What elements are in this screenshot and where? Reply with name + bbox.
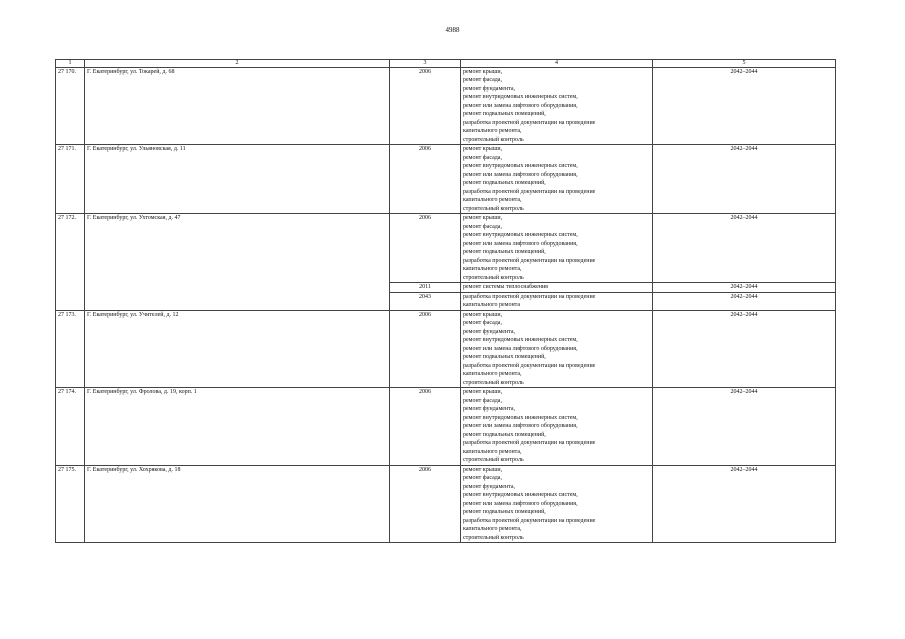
work-item: капитального ремонта,	[463, 197, 522, 203]
work-item: ремонт или замена лифтового оборудования,	[463, 423, 578, 429]
works-cell	[461, 283, 653, 293]
work-item: ремонт фасада,	[463, 475, 502, 481]
year-cell: 2006	[390, 388, 461, 466]
header-cell-4: 4	[461, 60, 653, 68]
row-number: 27 175.	[56, 465, 85, 543]
year-cell: 2006	[390, 310, 461, 388]
work-item: ремонт или замена лифтового оборудования,	[463, 500, 578, 507]
table-row	[56, 310, 836, 388]
row-number: 27 170.	[56, 67, 85, 145]
work-item: ремонт внутридомовых инженерных систем,	[463, 94, 578, 100]
period-cell: 2042–2044	[653, 388, 836, 466]
address-cell: Г. Екатеринбург, ул. Токарей, д. 68	[85, 67, 390, 145]
work-item: строительный контроль	[463, 457, 524, 463]
year-cell: 2006	[390, 214, 461, 283]
work-item: ремонт крыши,	[463, 68, 503, 75]
year-cell: 2043	[390, 292, 461, 310]
work-item: ремонт фасада,	[463, 77, 502, 83]
work-item: разработка проектной документации на проведение	[463, 517, 596, 524]
work-item: ремонт подвальных помещений,	[463, 180, 546, 186]
address-cell: Г. Екатеринбург, ул. Ухтомская, д. 47	[85, 214, 390, 311]
work-item: ремонт или замена лифтового оборудования,	[463, 171, 578, 178]
year-cell: 2006	[390, 145, 461, 214]
header-cell-5: 5	[653, 60, 836, 68]
works-cell	[461, 310, 653, 388]
work-item: ремонт или замена лифтового оборудования,	[463, 240, 578, 247]
header-cell-1: 1	[56, 60, 85, 68]
header-cell-3: 3	[390, 60, 461, 68]
header-cell-2: 2	[85, 60, 390, 68]
work-item: капитального ремонта,	[463, 448, 522, 455]
row-number: 27 172.	[56, 214, 85, 311]
work-item: ремонт внутридомовых инженерных систем,	[463, 492, 578, 498]
work-item: ремонт внутридомовых инженерных систем,	[463, 337, 578, 343]
work-item: строительный контроль	[463, 136, 524, 143]
address-cell: Г. Екатеринбург, ул. Фролова, д. 19, корп. 1	[85, 388, 390, 466]
work-item: ремонт подвальных помещений,	[463, 509, 546, 515]
work-item: строительный контроль	[463, 534, 524, 541]
work-item: ремонт внутридомовых инженерных систем,	[463, 232, 578, 238]
work-item: ремонт внутридомовых инженерных систем,	[463, 414, 578, 421]
works-cell	[461, 67, 653, 145]
work-item: ремонт крыши,	[463, 146, 503, 152]
work-item: капитального ремонта,	[463, 128, 522, 134]
period-cell: 2042–2044	[653, 465, 836, 543]
work-item: ремонт внутридомовых инженерных систем,	[463, 163, 578, 169]
table-row	[56, 145, 836, 214]
work-item: ремонт крыши,	[463, 311, 503, 318]
work-item: ремонт крыши,	[463, 389, 503, 395]
work-item: ремонт или замена лифтового оборудования,	[463, 345, 578, 352]
works-cell	[461, 292, 653, 310]
work-item: ремонт крыши,	[463, 215, 503, 221]
work-item: строительный контроль	[463, 274, 524, 281]
header-row	[56, 60, 836, 68]
row-number: 27 171.	[56, 145, 85, 214]
year-cell: 2006	[390, 67, 461, 145]
year-cell: 2011	[390, 283, 461, 293]
work-item: ремонт или замена лифтового оборудования,	[463, 102, 578, 109]
work-item: ремонт фундамента,	[463, 328, 515, 335]
table-body	[56, 67, 836, 543]
period-cell: 2042–2044	[653, 283, 836, 293]
work-item: разработка проектной документации на проведение	[463, 362, 596, 369]
works-cell	[461, 388, 653, 466]
work-item: ремонт фасада,	[463, 223, 502, 230]
repair-schedule-table	[55, 59, 836, 543]
work-item: капитального ремонта,	[463, 371, 522, 377]
table-row	[56, 465, 836, 543]
page-number: 4988	[445, 26, 460, 34]
work-item: разработка проектной документации на проведение	[463, 188, 596, 195]
period-cell: 2042–2044	[653, 145, 836, 214]
work-item: ремонт фасада,	[463, 397, 502, 404]
table-row	[56, 388, 836, 466]
work-item: строительный контроль	[463, 205, 524, 212]
work-item: ремонт фасада,	[463, 320, 502, 326]
work-item: разработка проектной документации на проведение	[463, 293, 596, 300]
work-item: капитального ремонта,	[463, 526, 522, 532]
work-item: разработка проектной документации на проведение	[463, 257, 596, 264]
works-cell	[461, 145, 653, 214]
works-cell	[461, 465, 653, 543]
year-cell: 2006	[390, 465, 461, 543]
address-cell: Г. Екатеринбург, ул. Хохрякова, д. 18	[85, 465, 390, 543]
period-cell: 2042–2044	[653, 310, 836, 388]
work-item: разработка проектной документации на проведение	[463, 440, 596, 446]
work-item: ремонт системы теплоснабжения	[463, 284, 548, 290]
row-number: 27 174.	[56, 388, 85, 466]
work-item: разработка проектной документации на проведение	[463, 119, 596, 126]
row-number: 27 173.	[56, 310, 85, 388]
address-cell: Г. Екатеринбург, ул. Учителей, д. 12	[85, 310, 390, 388]
work-item: ремонт фундамента,	[463, 406, 515, 412]
work-item: ремонт подвальных помещений,	[463, 354, 546, 360]
work-item: строительный контроль	[463, 379, 524, 386]
works-cell	[461, 214, 653, 283]
work-item: ремонт подвальных помещений,	[463, 249, 546, 255]
table-row	[56, 214, 836, 283]
period-cell: 2042–2044	[653, 214, 836, 283]
work-item: ремонт фундамента,	[463, 85, 515, 92]
work-item: капитального ремонта	[463, 302, 521, 308]
table-row	[56, 67, 836, 145]
work-item: капитального ремонта,	[463, 266, 522, 272]
period-cell: 2042–2044	[653, 292, 836, 310]
period-cell: 2042–2044	[653, 67, 836, 145]
address-cell: Г. Екатеринбург, ул. Ульяновская, д. 11	[85, 145, 390, 214]
work-item: ремонт фасада,	[463, 154, 502, 161]
work-item: ремонт подвальных помещений,	[463, 111, 546, 117]
work-item: ремонт фундамента,	[463, 483, 515, 490]
work-item: ремонт подвальных помещений,	[463, 431, 546, 438]
work-item: ремонт крыши,	[463, 466, 503, 473]
